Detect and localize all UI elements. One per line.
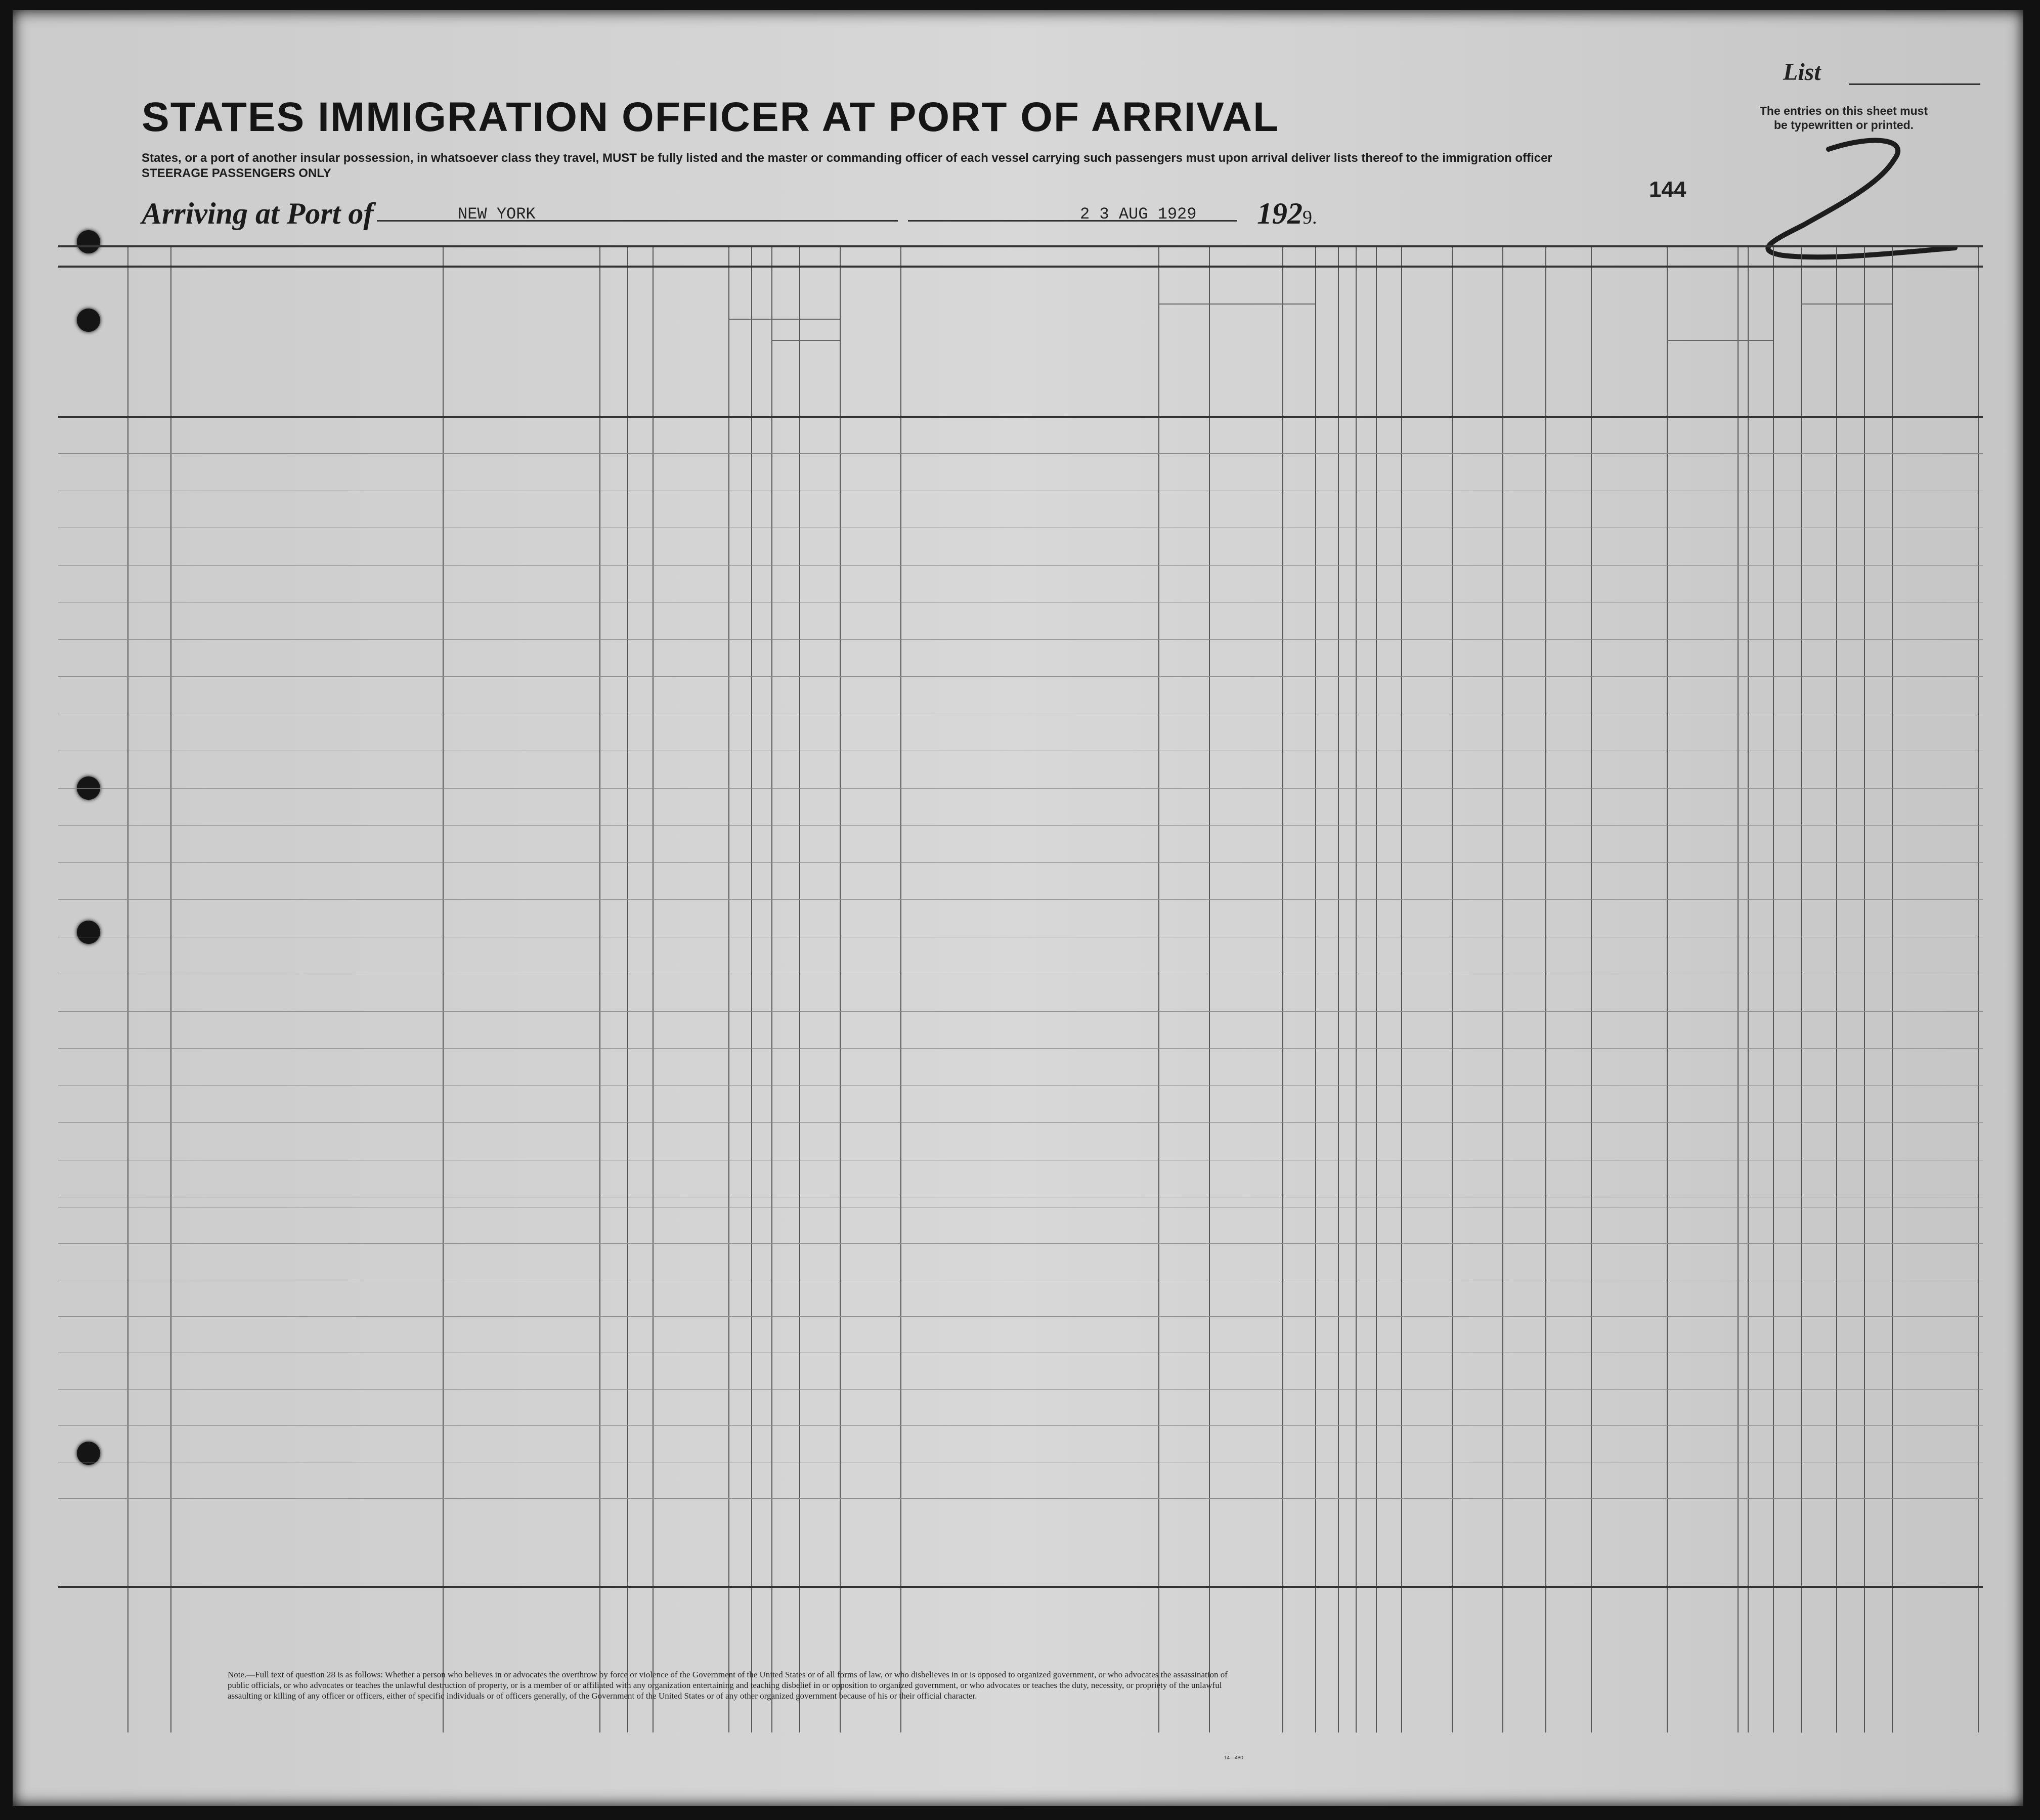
year-label: 1929. [1257, 197, 1317, 230]
instructions: States, or a port of another insular possession, in whatsoever class they travel, MUST be fully listed and the master or commanding officer of each vessel carrying such passengers must upon arrival deliver lists thereof to the immigration officer STEERAGE PASSENGERS ONLY [142, 151, 1552, 180]
subheader-rule [771, 340, 840, 341]
row-rule [58, 899, 1983, 900]
binder-hole [77, 921, 100, 944]
port-value: NEW YORK [458, 205, 536, 224]
row-rule [58, 676, 1983, 677]
column-divider [1836, 245, 1837, 1732]
row-rule [58, 1011, 1983, 1012]
column-divider [1315, 245, 1316, 1732]
column-divider [900, 245, 901, 1732]
column-divider [840, 245, 841, 1732]
arriving-label: Arriving at Port of [142, 197, 374, 230]
column-divider [443, 245, 444, 1732]
row-rule [58, 453, 1983, 454]
column-divider [771, 245, 772, 1732]
column-divider [1591, 245, 1592, 1732]
row-rule [58, 788, 1983, 789]
column-divider [1376, 245, 1377, 1732]
column-divider [1978, 245, 1979, 1732]
manifest-sheet [13, 10, 2023, 1806]
column-divider [127, 245, 128, 1732]
row-rule [58, 1425, 1983, 1426]
form-code: 14—480 [1224, 1755, 1243, 1761]
column-divider [1667, 245, 1668, 1732]
form-title: STATES IMMIGRATION OFFICER AT PORT OF ARRIVAL [142, 94, 1280, 140]
column-divider [1338, 245, 1339, 1732]
row-rule [58, 565, 1983, 566]
row-rule [58, 1498, 1983, 1499]
date-stamp: 2 3 AUG 1929 [1080, 205, 1197, 224]
column-divider [170, 245, 171, 1732]
column-divider [1401, 245, 1402, 1732]
row-rule [58, 1048, 1983, 1049]
row-rule [58, 639, 1983, 640]
row-rule [58, 825, 1983, 826]
subheader-rule [728, 319, 840, 320]
list-label: List [1783, 59, 1821, 85]
port-line [377, 220, 898, 222]
subheader-rule [1667, 340, 1773, 341]
row-rule [58, 1389, 1983, 1390]
column-divider [1282, 245, 1283, 1732]
column-divider [653, 245, 654, 1732]
column-divider [1748, 245, 1749, 1732]
binder-hole [77, 309, 100, 332]
binder-hole [77, 230, 100, 253]
subheader-rule [1801, 304, 1892, 305]
header-bottom-rule [58, 416, 1983, 418]
header-numbers-rule [58, 266, 1983, 268]
row-rule [58, 1316, 1983, 1317]
column-divider [751, 245, 752, 1732]
column-divider [1773, 245, 1774, 1732]
row-rule [58, 1243, 1983, 1244]
table-bottom-rule [58, 1586, 1983, 1588]
footnote: Note.—Full text of question 28 is as follows: Whether a person who believes in or advocates the overthrow by force or violence of the Government of the United States or of all forms of law, or who disbelieves in or is opposed to organized government, or who advocates the assassination of public officials, or who advocates or teaches the unlawful destruction of property, or is a member of or affiliated with any organization entertaining and teaching disbelief in or opposition to organized government, or who advocates or teaches the duty, necessity, or propriety of the unlawful assaulting or killing of any officer or officers, either of specific individuals or of officers generally, of the Government of the United States or of any other organized government because of his or their official character. [228, 1670, 1228, 1701]
column-divider [799, 245, 800, 1732]
column-divider [1502, 245, 1503, 1732]
column-divider [599, 245, 600, 1732]
row-rule [58, 1122, 1983, 1123]
column-divider [1545, 245, 1546, 1732]
column-divider [1801, 245, 1802, 1732]
column-divider [1356, 245, 1357, 1732]
header-top-rule [58, 245, 1983, 247]
sheet-number: 144 [1649, 177, 1686, 202]
column-divider [1892, 245, 1893, 1732]
column-divider [1738, 245, 1739, 1732]
subheader-rule [1158, 304, 1315, 305]
column-divider [627, 245, 628, 1732]
row-rule [58, 862, 1983, 863]
column-divider [728, 245, 729, 1732]
entries-note: The entries on this sheet must be typewritten or printed. [1759, 104, 1928, 132]
column-divider [1452, 245, 1453, 1732]
column-divider [1209, 245, 1210, 1732]
column-divider [1158, 245, 1159, 1732]
list-number-line [1849, 83, 1980, 85]
handwritten-list-number [1743, 129, 1985, 261]
column-divider [1864, 245, 1865, 1732]
